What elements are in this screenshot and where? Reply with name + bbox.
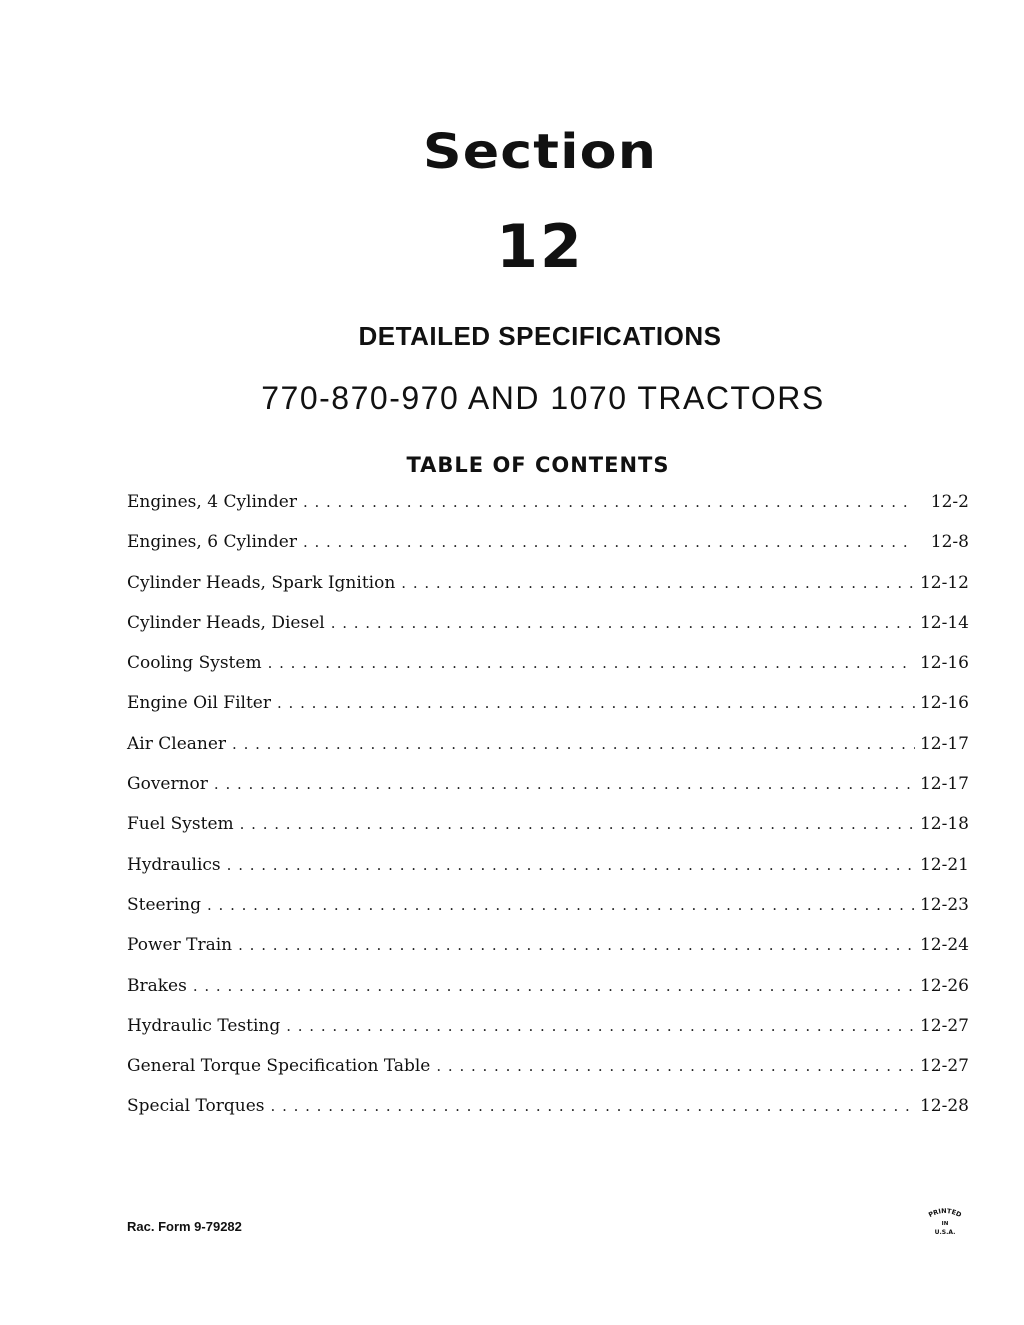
- toc-leader-dots: [214, 768, 915, 800]
- toc-entry-page: 12-27: [919, 1056, 969, 1077]
- toc-leader-dots: [331, 607, 915, 639]
- toc-entry[interactable]: [127, 970, 969, 1010]
- toc-leader-dots: [268, 647, 915, 679]
- document-subtitle: 770-870-970 AND 1070 TRACTORS: [261, 380, 825, 416]
- toc-entry-label: General Torque Specification Table: [127, 1056, 431, 1077]
- toc-entry[interactable]: [127, 687, 969, 727]
- toc-leader-dots: [207, 889, 915, 921]
- toc-leader-dots: [277, 687, 915, 719]
- toc-entry-label: Hydraulic Testing: [127, 1015, 281, 1036]
- stamp-line-3: U.S.A.: [934, 1229, 956, 1236]
- toc-entry-label: Engines, 6 Cylinder: [127, 532, 297, 553]
- toc-entry[interactable]: [127, 808, 969, 848]
- toc-leader-dots: [238, 929, 915, 961]
- toc-leader-dots: [401, 567, 915, 599]
- toc-entry-label: Special Torques: [127, 1096, 265, 1117]
- toc-title: TABLE OF CONTENTS: [406, 453, 670, 477]
- toc-leader-dots: [271, 1090, 915, 1122]
- toc-entry-label: Power Train: [127, 935, 233, 956]
- printed-in-usa-stamp: [920, 1204, 970, 1238]
- toc-leader-dots: [227, 849, 915, 881]
- toc-entry[interactable]: [127, 768, 969, 808]
- toc-entry-page: 12-2: [930, 492, 969, 512]
- toc-entry[interactable]: [127, 849, 969, 889]
- toc-entry-page: 12-26: [919, 975, 969, 996]
- toc-entry-label: Cooling System: [127, 653, 262, 674]
- toc-entry-page: 12-8: [930, 532, 969, 553]
- toc-entry-page: 12-23: [919, 894, 969, 915]
- toc-leader-dots: [436, 1050, 915, 1082]
- toc-entry-page: 12-27: [919, 1015, 969, 1036]
- toc-entry-label: Fuel System: [127, 814, 234, 835]
- toc-entry[interactable]: [127, 647, 969, 687]
- toc-entry-label: Brakes: [127, 975, 187, 996]
- toc-entry[interactable]: [127, 889, 969, 929]
- toc-entry-page: 12-16: [919, 653, 969, 674]
- form-number: Rac. Form 9-79282: [127, 1219, 242, 1234]
- toc-entry-page: 12-24: [919, 935, 969, 956]
- toc-entry-page: 12-21: [919, 854, 969, 875]
- toc-entry-page: 12-28: [919, 1096, 969, 1117]
- toc-entry-label: Engines, 4 Cylinder: [127, 492, 297, 512]
- toc-entry[interactable]: [127, 567, 969, 607]
- toc-entry-page: 12-17: [919, 774, 969, 795]
- stamp-line-2: IN: [941, 1221, 949, 1227]
- toc-entry-label: Steering: [127, 894, 201, 915]
- toc-entry[interactable]: [127, 1010, 969, 1050]
- toc-entry[interactable]: [127, 728, 969, 768]
- toc-entry[interactable]: [127, 486, 969, 526]
- toc-entry-page: 12-17: [919, 733, 969, 754]
- toc-entry[interactable]: [127, 607, 969, 647]
- toc-entry[interactable]: [127, 1090, 969, 1130]
- toc-entry-label: Hydraulics: [127, 854, 221, 875]
- section-number: 12: [496, 212, 584, 282]
- toc-entry-label: Air Cleaner: [127, 733, 227, 754]
- toc-entry[interactable]: [127, 929, 969, 969]
- toc-leader-dots: [240, 808, 915, 840]
- toc-leader-dots: [303, 486, 915, 518]
- section-heading: Section: [422, 124, 658, 180]
- toc-entry-label: Cylinder Heads, Diesel: [127, 612, 325, 633]
- toc-leader-dots: [232, 728, 915, 760]
- toc-leader-dots: [193, 970, 915, 1002]
- toc-entry[interactable]: [127, 1050, 969, 1090]
- toc-entry-page: 12-12: [919, 572, 969, 593]
- toc-entry[interactable]: [127, 526, 969, 566]
- toc-entry-page: 12-18: [919, 814, 969, 835]
- toc-entry-label: Governor: [127, 774, 208, 795]
- toc-entry-page: 12-16: [919, 693, 969, 714]
- toc-entry-page: 12-14: [919, 612, 969, 633]
- stamp-line-1: PRINTED: [927, 1206, 963, 1220]
- toc-entry-label: Engine Oil Filter: [127, 693, 271, 714]
- toc-leader-dots: [303, 526, 915, 558]
- toc-leader-dots: [286, 1010, 915, 1042]
- toc-entry-label: Cylinder Heads, Spark Ignition: [127, 572, 396, 593]
- document-title: DETAILED SPECIFICATIONS: [358, 321, 722, 351]
- toc-list: [127, 486, 969, 1131]
